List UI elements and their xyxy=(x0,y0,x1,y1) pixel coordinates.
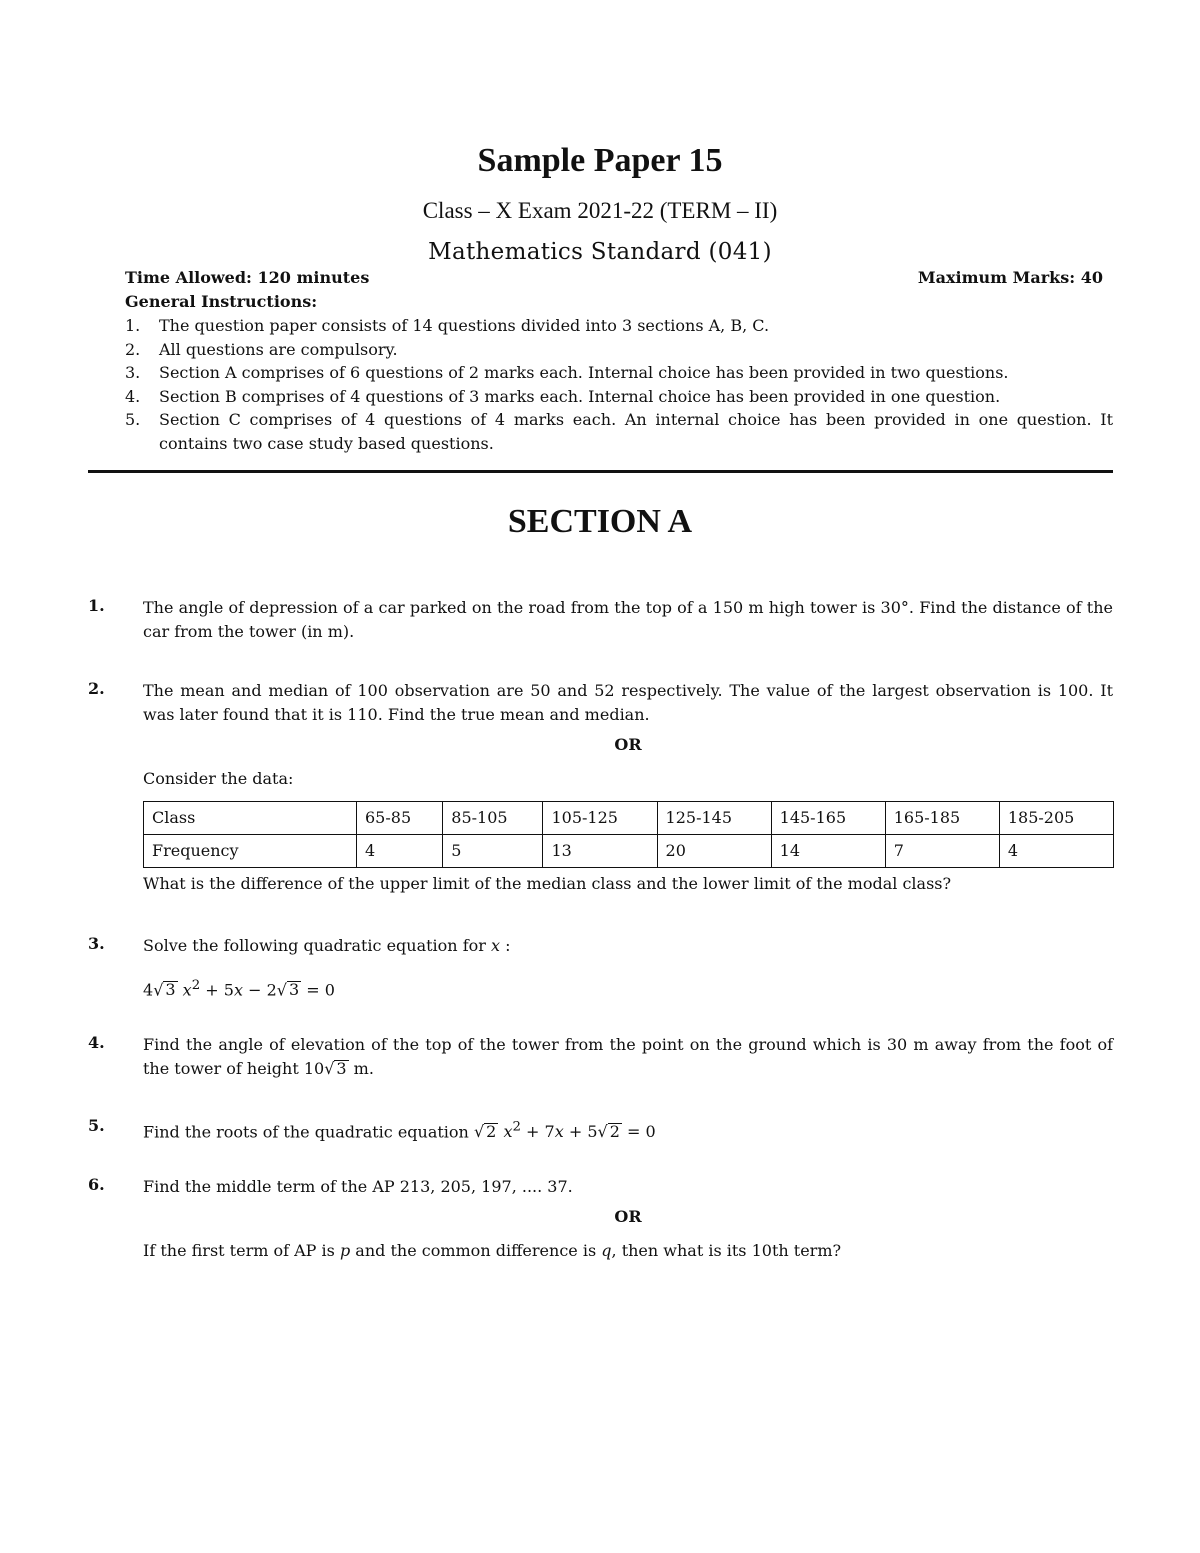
exponent: 2 xyxy=(512,1120,521,1135)
question-text: Find the middle term of the AP 213, 205, 197, .... 37. xyxy=(143,1177,573,1196)
exponent: 2 xyxy=(191,978,201,993)
alt-text: If the first term of AP is xyxy=(143,1241,335,1260)
table-cell: 13 xyxy=(543,835,657,868)
variable: x xyxy=(491,936,501,955)
alt-question xyxy=(143,1239,1113,1263)
instruction-item xyxy=(125,408,1113,455)
eq-term: − 2 xyxy=(242,980,277,1000)
radicand: 3 xyxy=(165,980,176,1000)
question-text: The angle of depression of a car parked on the road from the top of a 150 m high tower is 30°. Find the distance of the car from the tower (in m). xyxy=(143,598,1113,641)
table-cell: 5 xyxy=(443,835,543,868)
table-row xyxy=(144,802,1114,835)
equation: √ 2 $x^2 + 7x + 5√$ 2 = 0 xyxy=(473,1120,656,1142)
alt-text: , then what is its 10th term? xyxy=(611,1241,842,1260)
question-number: 5. xyxy=(88,1116,105,1135)
table-cell: 4 xyxy=(999,835,1113,868)
alt-text: and the common difference is xyxy=(355,1241,597,1260)
exam-subtitle: Class – X Exam 2021-22 (TERM – II) xyxy=(422,198,778,223)
eq-term: 4 xyxy=(143,980,154,1000)
instruction-number: 4. xyxy=(125,386,141,406)
variable: x xyxy=(554,1122,564,1142)
question-prompt: Find the angle of elevation of the top of the tower from the point on the ground which is 30 m away from the foot of the tower of height 10 xyxy=(143,1035,1113,1078)
question-3 xyxy=(88,934,1113,1002)
eq-term: + 7 xyxy=(520,1122,555,1142)
alt-intro: Consider the data: xyxy=(143,769,294,788)
subject-title: Mathematics Standard (041) xyxy=(428,239,772,265)
table-cell: 85-105 xyxy=(443,802,543,835)
question-number: 3. xyxy=(88,934,105,953)
instruction-text: Section C comprises of 4 questions of 4 marks each. An internal choice has been provided in one question. It contains two case study based questions. xyxy=(159,410,1113,453)
radicand: 3 xyxy=(288,980,300,1000)
time-allowed: Time Allowed: 120 minutes xyxy=(125,268,370,287)
eq-term: = 0 xyxy=(621,1122,656,1142)
question-text xyxy=(143,934,1113,958)
table-cell: 65-85 xyxy=(357,802,443,835)
radicand: 3 xyxy=(336,1059,347,1078)
question-text: The mean and median of 100 observation are 50 and 52 respectively. The value of the largest observation is 100. It was later found that it is 110. Find the true mean and median. xyxy=(143,681,1113,724)
or-label: OR xyxy=(614,1207,642,1226)
table-cell: 20 xyxy=(657,835,771,868)
instruction-number: 5. xyxy=(125,410,141,429)
instructions-list xyxy=(125,314,1113,455)
table-cell: Frequency xyxy=(144,835,357,868)
table-cell: 185-205 xyxy=(999,802,1113,835)
question-text: Find the angle of elevation of the top of the tower from the point on the ground which is 30 m away from the foot of the tower of height 10√ 3 m. xyxy=(143,1035,1113,1078)
question-end: m. xyxy=(348,1059,374,1078)
instruction-number: 2. xyxy=(125,339,141,359)
instruction-text: All questions are compulsory. xyxy=(159,339,398,359)
question-4 xyxy=(88,1033,1113,1081)
instruction-text: Section B comprises of 4 questions of 3 marks each. Internal choice has been provided in one question. xyxy=(159,386,1001,406)
variable: x xyxy=(233,980,243,1000)
question-number: 4. xyxy=(88,1033,105,1052)
variable: p xyxy=(339,1241,351,1260)
header-divider xyxy=(88,470,1113,473)
question-number: 6. xyxy=(88,1175,105,1194)
alt-question: What is the difference of the upper limit of the median class and the lower limit of the modal class? xyxy=(143,874,952,893)
question-number: 1. xyxy=(88,596,105,615)
instruction-text: The question paper consists of 14 questions divided into 3 sections A, B, C. xyxy=(159,316,770,335)
section-a-title: SECTION A xyxy=(507,503,693,540)
table-cell: 165-185 xyxy=(885,802,999,835)
maximum-marks: Maximum Marks: 40 xyxy=(917,268,1103,287)
radicand: 2 xyxy=(486,1122,497,1142)
table-cell: 145-165 xyxy=(771,802,885,835)
variable: q xyxy=(601,1241,612,1260)
question-1 xyxy=(88,596,1113,644)
table-cell: 14 xyxy=(771,835,885,868)
question-6 xyxy=(88,1175,1113,1263)
table-cell: 125-145 xyxy=(657,802,771,835)
paper-title: Sample Paper 15 xyxy=(477,142,723,179)
question-5 xyxy=(88,1116,1113,1144)
eq-term: = 0 xyxy=(301,980,335,1000)
table-cell: 105-125 xyxy=(543,802,657,835)
instruction-item xyxy=(125,338,1113,362)
variable: x xyxy=(182,980,192,1000)
question-prompt: Find the roots of the quadratic equation xyxy=(143,1122,469,1142)
radicand: 2 xyxy=(609,1122,620,1142)
general-instructions-heading: General Instructions: xyxy=(125,292,318,311)
instruction-item xyxy=(125,314,1113,338)
instruction-item xyxy=(125,361,1113,385)
question-text xyxy=(143,1116,1113,1144)
question-prompt: Solve the following quadratic equation for xyxy=(143,936,486,955)
table-cell: 4 xyxy=(357,835,443,868)
table-row xyxy=(144,835,1114,868)
variable: x xyxy=(503,1122,513,1142)
eq-term: + 5 xyxy=(563,1122,598,1142)
instruction-number: 3. xyxy=(125,363,141,382)
equation: 4√ 3 $x^2 + 5x - 2√$ 3 = 0 xyxy=(143,978,335,1000)
instruction-item xyxy=(125,385,1113,409)
colon: : xyxy=(505,936,511,955)
question-2 xyxy=(88,679,1113,896)
or-label: OR xyxy=(614,735,642,754)
question-number: 2. xyxy=(88,679,105,698)
table-cell: Class xyxy=(144,802,357,835)
frequency-table xyxy=(143,801,1114,868)
instruction-text: Section A comprises of 6 questions of 2 marks each. Internal choice has been provided in two questions. xyxy=(159,363,1009,382)
instruction-number: 1. xyxy=(125,316,141,335)
table-cell: 7 xyxy=(885,835,999,868)
eq-term: + 5 xyxy=(200,980,234,1000)
